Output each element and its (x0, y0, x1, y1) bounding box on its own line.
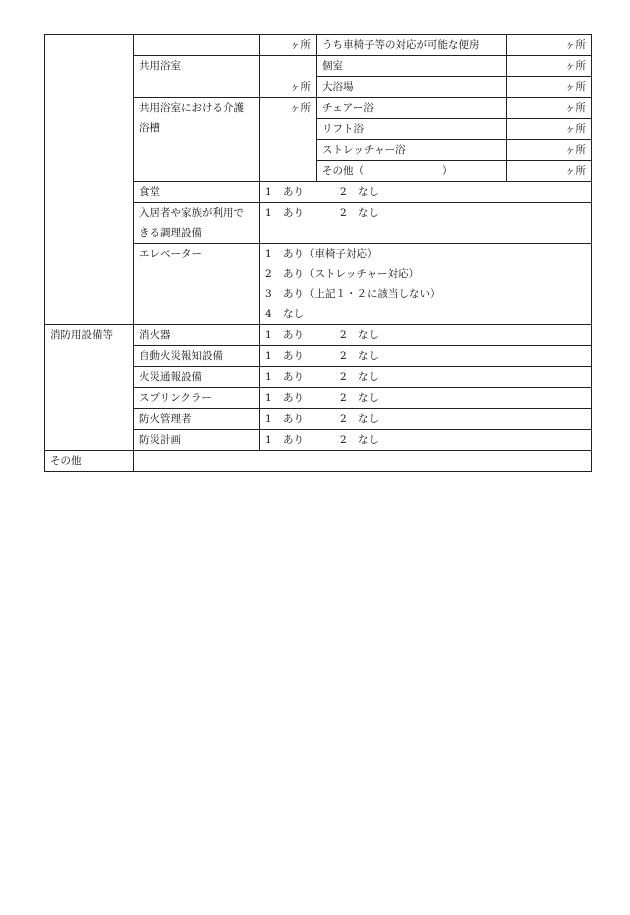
other-bath-open: その他（ (322, 165, 364, 177)
dining-label: 食堂 (134, 182, 260, 203)
elevator-options (260, 244, 592, 325)
other-label: その他 (45, 451, 134, 472)
other-bath-label (317, 161, 507, 182)
cooking-label-line1: 入居者や家族が利用で (139, 207, 244, 219)
count-unit: ヶ所 (260, 98, 317, 182)
elevator-option: 4 なし (265, 308, 304, 320)
fire-item-label: 自動火災報知設備 (134, 346, 260, 367)
fire-item-options: 1 あり 2 なし (260, 367, 592, 388)
count-unit: ヶ所 (507, 35, 592, 56)
count-unit: ヶ所 (507, 56, 592, 77)
count-unit: ヶ所 (507, 140, 592, 161)
label-cell-blank (134, 35, 260, 56)
care-bath-label-line1: 共用浴室における介護 (139, 102, 244, 114)
fire-item-label: 火災通報設備 (134, 367, 260, 388)
cooking-options: 1 あり 2 なし (260, 203, 592, 244)
elevator-option: 1 あり（車椅子対応） (265, 248, 378, 260)
fire-item-label: スプリンクラー (134, 388, 260, 409)
dining-options: 1 あり 2 なし (260, 182, 592, 203)
fire-category-label: 消防用設備等 (45, 325, 134, 451)
cooking-label (134, 203, 260, 244)
table-row (45, 451, 592, 472)
fire-item-options: 1 あり 2 なし (260, 325, 592, 346)
count-unit: ヶ所 (260, 35, 317, 56)
fire-item-options: 1 あり 2 なし (260, 346, 592, 367)
lift-bath-label: リフト浴 (317, 119, 507, 140)
care-bath-label (134, 98, 260, 182)
elevator-label: エレベーター (134, 244, 260, 325)
count-unit: ヶ所 (507, 77, 592, 98)
table-row (45, 35, 592, 56)
fire-item-options: 1 あり 2 なし (260, 388, 592, 409)
table-row (45, 325, 592, 346)
fire-item-options: 1 あり 2 なし (260, 430, 592, 451)
count-unit: ヶ所 (507, 119, 592, 140)
fire-item-label: 消火器 (134, 325, 260, 346)
large-bath-label: 大浴場 (317, 77, 507, 98)
elevator-option: 3 あり（上記１・２に該当しない） (265, 288, 441, 300)
category-cell-blank (45, 35, 134, 325)
fire-item-label: 防火管理者 (134, 409, 260, 430)
chair-bath-label: チェアー浴 (317, 98, 507, 119)
fire-item-options: 1 あり 2 なし (260, 409, 592, 430)
count-unit: ヶ所 (507, 98, 592, 119)
shared-bath-label: 共用浴室 (134, 56, 260, 98)
care-bath-label-line2: 浴槽 (139, 122, 160, 134)
other-value-blank (134, 451, 592, 472)
private-room-label: 個室 (317, 56, 507, 77)
facility-table (44, 34, 592, 472)
toilet-wheelchair-label: うち車椅子等の対応が可能な便房 (317, 35, 507, 56)
cooking-label-line2: きる調理設備 (139, 227, 202, 239)
count-unit: ヶ所 (260, 56, 317, 98)
other-bath-close: ） (442, 165, 453, 177)
fire-item-label: 防災計画 (134, 430, 260, 451)
stretcher-bath-label: ストレッチャー浴 (317, 140, 507, 161)
count-unit: ヶ所 (507, 161, 592, 182)
elevator-option: 2 あり（ストレッチャー対応） (265, 268, 420, 280)
